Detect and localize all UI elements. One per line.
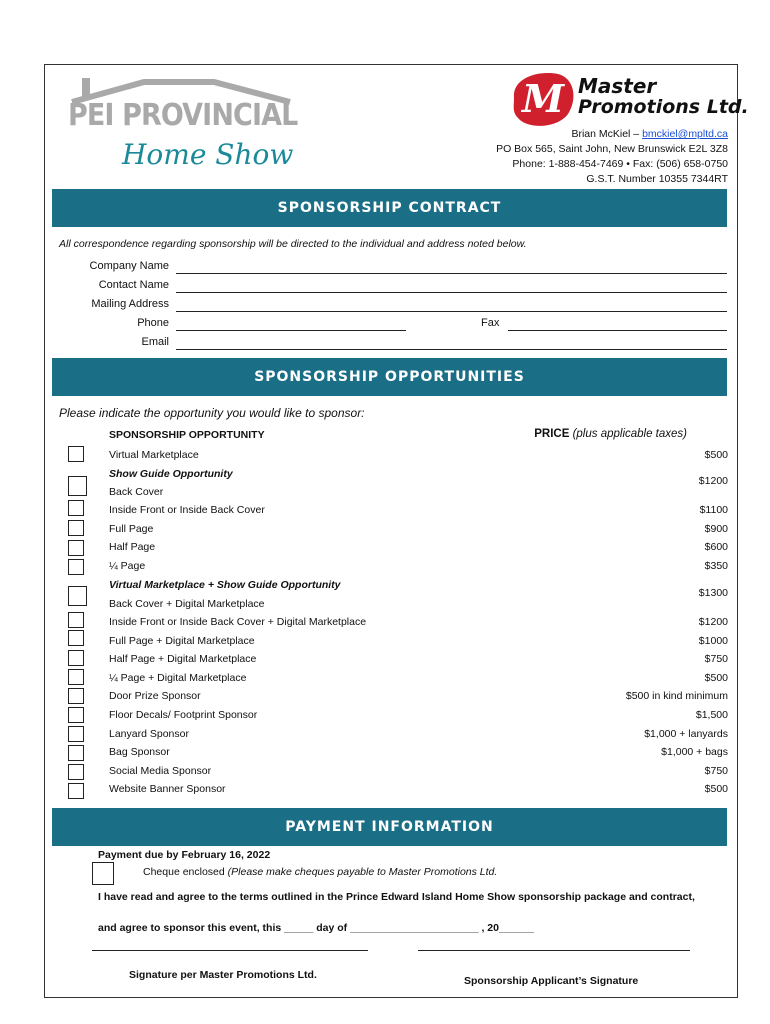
opportunity-checkbox[interactable] xyxy=(68,630,84,646)
contact-name-line xyxy=(428,127,728,142)
phone-field[interactable] xyxy=(176,330,406,331)
opportunity-checkbox[interactable] xyxy=(68,586,87,606)
signature-line-applicant[interactable] xyxy=(418,950,690,951)
agreement-line-1: I have read and agree to the terms outlined in the Prince Edward Island Home Show sponsorship package and contract, xyxy=(98,891,695,903)
opportunity-label: Virtual Marketplace xyxy=(109,449,199,461)
opportunity-checkbox[interactable] xyxy=(68,520,84,536)
opportunity-label: Full Page + Digital Marketplace xyxy=(109,635,255,647)
cheque-line xyxy=(143,866,497,878)
email-field[interactable] xyxy=(176,349,727,350)
opportunity-checkbox[interactable] xyxy=(68,764,84,780)
contact-block xyxy=(428,127,728,187)
opportunity-price: $1,000 + bags xyxy=(661,746,728,758)
opportunity-label: ¼ Page + Digital Marketplace xyxy=(109,672,247,684)
opportunity-checkbox[interactable] xyxy=(68,726,84,742)
company-name-field[interactable] xyxy=(176,273,727,274)
opportunities-intro: Please indicate the opportunity you would like to sponsor: xyxy=(59,406,365,420)
opportunity-price: $1300 xyxy=(698,587,728,599)
logo-promotions: Promotions Ltd. xyxy=(578,96,749,118)
mailing-address-field[interactable] xyxy=(176,311,727,312)
opportunity-label: ¼ Page xyxy=(109,560,146,572)
logo-mark: M xyxy=(522,76,565,121)
opportunity-checkbox[interactable] xyxy=(68,500,84,516)
pei-home-show-logo xyxy=(64,76,298,176)
opportunity-checkbox[interactable] xyxy=(68,745,84,761)
opportunity-label: Half Page xyxy=(109,541,156,553)
opportunity-checkbox[interactable] xyxy=(68,476,87,496)
opportunity-price: $1100 xyxy=(699,504,728,516)
sponsorship-opportunities-heading: SPONSORSHIP OPPORTUNITIES xyxy=(52,358,727,396)
contact-name: Brian McKiel – xyxy=(571,128,643,140)
opportunity-price: $750 xyxy=(704,653,728,665)
price-header-label: PRICE xyxy=(534,428,570,440)
contact-phone: Phone: 1-888-454-7469 • Fax: (506) 658-0750 xyxy=(512,158,728,170)
cheque-note: (Please make cheques payable to Master Promotions Ltd. xyxy=(227,866,498,878)
agreement-line-2: and agree to sponsor this event, this _____ day of ______________________ , 20______ xyxy=(98,922,535,934)
opportunity-group-heading: Show Guide Opportunity xyxy=(109,468,233,480)
logo-line1: PEI PROVINCIAL xyxy=(68,98,298,133)
opportunity-label: Back Cover xyxy=(109,486,164,498)
master-promotions-logo xyxy=(508,68,749,130)
signature-label-master: Signature per Master Promotions Ltd. xyxy=(129,969,317,981)
opportunity-label: Inside Front or Inside Back Cover + Digital Marketplace xyxy=(109,616,367,628)
opportunity-price: $500 xyxy=(704,449,728,461)
opportunity-price: $500 xyxy=(704,672,728,684)
opportunity-checkbox[interactable] xyxy=(68,446,84,462)
opportunity-checkbox[interactable] xyxy=(68,540,84,556)
fax-field[interactable] xyxy=(508,330,727,331)
opportunity-price: $600 xyxy=(704,541,728,553)
opportunity-price: $900 xyxy=(704,523,728,535)
opportunity-label: Half Page + Digital Marketplace xyxy=(109,653,257,665)
cheque-label: Cheque enclosed xyxy=(143,866,225,878)
opportunity-label: Door Prize Sponsor xyxy=(109,690,201,702)
company-name-label: Company Name xyxy=(89,260,169,272)
opportunity-group-heading: Virtual Marketplace + Show Guide Opportunity xyxy=(109,579,341,591)
contact-gst: G.S.T. Number 10355 7344RT xyxy=(586,173,728,185)
opportunity-label: Bag Sponsor xyxy=(109,746,170,758)
opportunity-label: Full Page xyxy=(109,523,154,535)
opportunity-checkbox[interactable] xyxy=(68,612,84,628)
opportunity-checkbox[interactable] xyxy=(68,650,84,666)
opportunity-price: $750 xyxy=(704,765,728,777)
mailing-address-label: Mailing Address xyxy=(91,298,169,310)
opportunity-price: $1000 xyxy=(698,635,728,647)
sponsorship-contract-heading: SPONSORSHIP CONTRACT xyxy=(52,189,727,227)
contact-name-label: Contact Name xyxy=(98,279,169,291)
opportunity-checkbox[interactable] xyxy=(68,707,84,723)
opportunity-label: Floor Decals/ Footprint Sponsor xyxy=(109,709,258,721)
opportunity-price: $350 xyxy=(704,560,728,572)
opportunity-label: Inside Front or Inside Back Cover xyxy=(109,504,265,516)
signature-line-master[interactable] xyxy=(92,950,368,951)
fax-label: Fax xyxy=(481,317,500,329)
price-header-note: (plus applicable taxes) xyxy=(572,428,687,440)
opportunity-checkbox[interactable] xyxy=(68,688,84,704)
opportunity-checkbox[interactable] xyxy=(68,669,84,685)
opportunity-price: $500 in kind minimum xyxy=(625,690,728,702)
opportunity-price: $1,500 xyxy=(695,709,728,721)
col-opportunity-header: SPONSORSHIP OPPORTUNITY xyxy=(109,429,265,441)
logo-line2: Home Show xyxy=(122,138,294,171)
opportunity-price: $500 xyxy=(704,783,728,795)
opportunity-checkbox[interactable] xyxy=(68,783,84,799)
opportunity-checkbox[interactable] xyxy=(68,559,84,575)
signature-label-applicant: Sponsorship Applicant’s Signature xyxy=(464,975,639,987)
col-price-header xyxy=(534,428,687,440)
phone-label: Phone xyxy=(137,317,169,329)
opportunity-price: $1200 xyxy=(698,475,728,487)
payment-due: Payment due by February 16, 2022 xyxy=(98,849,271,861)
contact-name-field[interactable] xyxy=(176,292,727,293)
contact-email-link[interactable]: bmckiel@mpltd.ca xyxy=(642,128,728,140)
opportunity-label: Back Cover + Digital Marketplace xyxy=(109,598,265,610)
email-label: Email xyxy=(141,336,169,348)
logo-master: Master xyxy=(578,74,657,98)
correspondence-note: All correspondence regarding sponsorship will be directed to the individual and address noted below. xyxy=(59,238,527,250)
cheque-enclosed-checkbox[interactable] xyxy=(92,862,114,885)
opportunity-label: Website Banner Sponsor xyxy=(109,783,226,795)
opportunity-price: $1200 xyxy=(698,616,728,628)
opportunity-label: Social Media Sponsor xyxy=(109,765,212,777)
payment-information-heading: PAYMENT INFORMATION xyxy=(52,808,727,846)
opportunity-label: Lanyard Sponsor xyxy=(109,728,189,740)
contact-address: PO Box 565, Saint John, New Brunswick E2L 3Z8 xyxy=(496,143,728,155)
opportunity-price: $1,000 + lanyards xyxy=(644,728,728,740)
